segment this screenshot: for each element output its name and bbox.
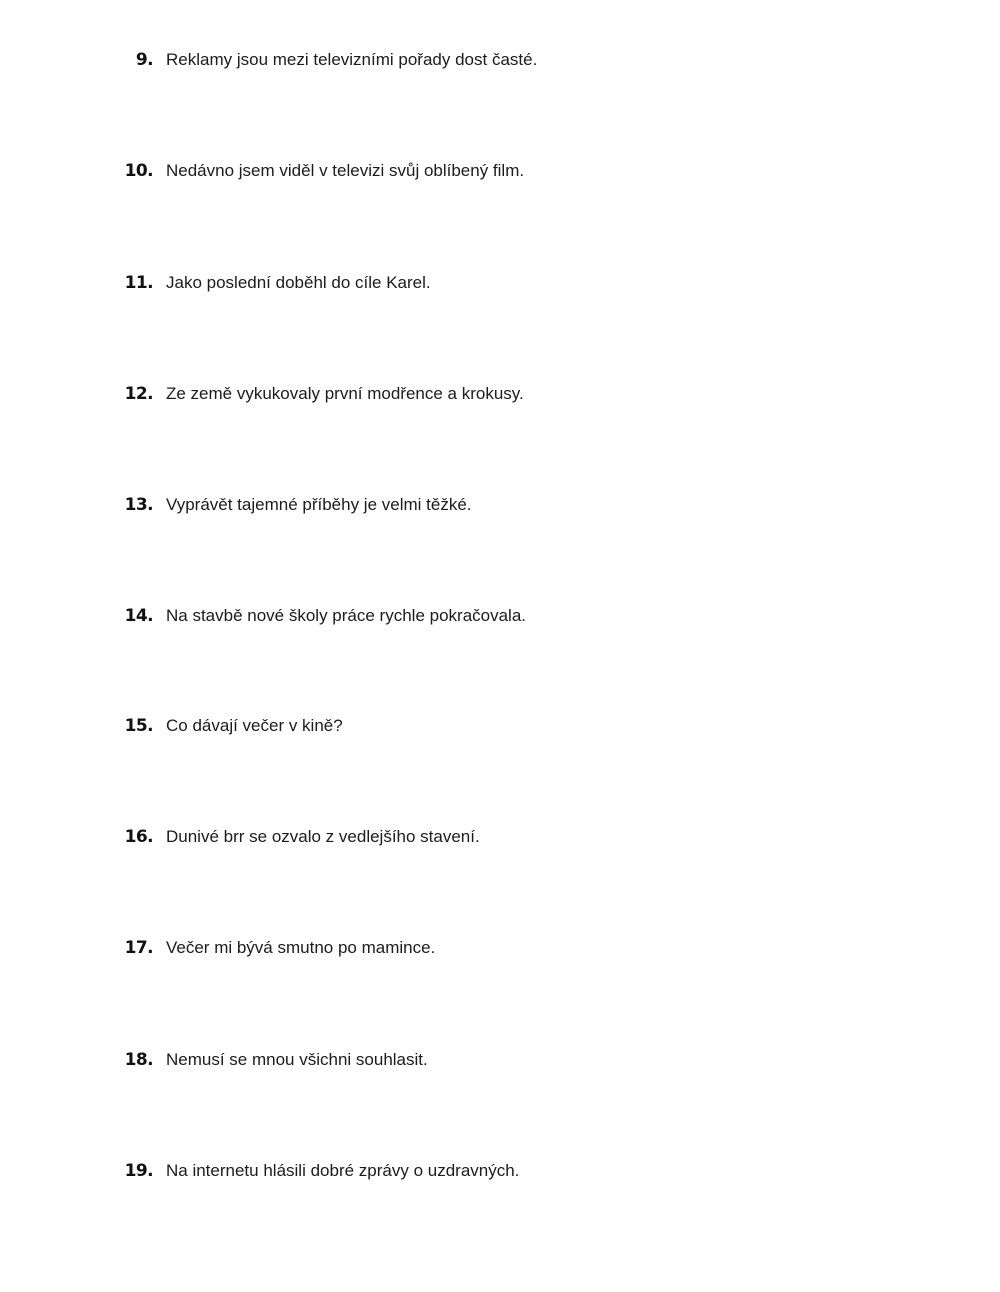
exercise-sentence: Jako poslední doběhl do cíle Karel. bbox=[166, 273, 431, 292]
exercise-item-10 bbox=[0, 159, 1000, 183]
exercise-sentence: Ze země vykukovaly první modřence a krokusy. bbox=[166, 384, 524, 403]
exercise-item-17 bbox=[0, 936, 1000, 960]
exercise-number: 13. bbox=[124, 495, 153, 515]
exercise-item-11 bbox=[0, 271, 1000, 295]
exercise-sentence: Dunivé brr se ozvalo z vedlejšího stavení. bbox=[166, 827, 480, 846]
exercise-item-15 bbox=[0, 714, 1000, 738]
exercise-item-9 bbox=[0, 48, 1000, 72]
exercise-number: 14. bbox=[124, 606, 153, 626]
exercise-sentence: Na stavbě nové školy práce rychle pokračovala. bbox=[166, 606, 527, 625]
exercise-item-19 bbox=[0, 1159, 1000, 1183]
exercise-number: 11. bbox=[124, 273, 153, 293]
exercise-sentence: Nemusí se mnou všichni souhlasit. bbox=[166, 1050, 428, 1069]
exercise-number: 15. bbox=[124, 716, 153, 736]
exercise-number: 19. bbox=[124, 1161, 153, 1181]
exercise-sentence: Nedávno jsem viděl v televizi svůj oblíbený film. bbox=[166, 161, 525, 180]
exercise-item-16 bbox=[0, 825, 1000, 849]
exercise-number: 9. bbox=[135, 50, 153, 70]
exercise-sentence: Co dávají večer v kině? bbox=[166, 716, 343, 735]
exercise-item-13 bbox=[0, 493, 1000, 517]
exercise-number: 12. bbox=[124, 384, 153, 404]
exercise-item-12 bbox=[0, 382, 1000, 406]
exercise-sentence: Na internetu hlásili dobré zprávy o uzdravných. bbox=[166, 1161, 520, 1180]
exercise-number: 17. bbox=[124, 938, 153, 958]
exercise-number: 10. bbox=[124, 161, 153, 181]
exercise-sentence: Večer mi bývá smutno po mamince. bbox=[166, 938, 436, 957]
exercise-sentence: Vyprávět tajemné příběhy je velmi těžké. bbox=[166, 495, 472, 514]
exercise-number: 16. bbox=[124, 827, 153, 847]
exercise-number: 18. bbox=[124, 1050, 153, 1070]
exercise-sentence: Reklamy jsou mezi televizními pořady dost časté. bbox=[166, 50, 538, 69]
exercise-item-14 bbox=[0, 604, 1000, 628]
exercise-item-18 bbox=[0, 1048, 1000, 1072]
